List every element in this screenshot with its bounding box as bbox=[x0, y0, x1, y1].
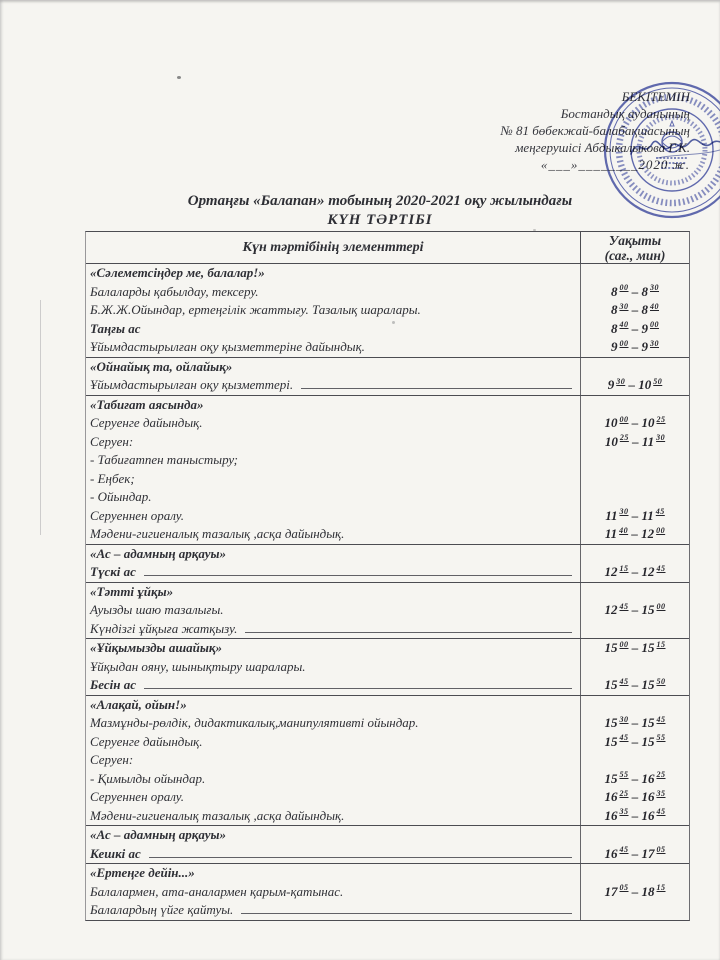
activity-label: Серуен: bbox=[90, 752, 134, 767]
time-cell: 8 $^{40}$ – 9 $^{00}$ bbox=[580, 320, 689, 339]
time-column-header-label: Уақыты bbox=[608, 233, 662, 248]
schedule-row bbox=[86, 301, 689, 320]
schedule-row bbox=[86, 696, 689, 715]
time-cell: 15 $^{30}$ – 15 $^{45}$ bbox=[580, 714, 689, 733]
activity-label: Серуенге дайындық. bbox=[90, 415, 203, 430]
activity-label: Таңғы ас bbox=[90, 320, 141, 336]
time-cell bbox=[580, 583, 689, 602]
activity-label: Ұйымдастырылған оқу қызметтері. bbox=[86, 376, 580, 395]
schedule-section bbox=[86, 826, 689, 864]
approval-block bbox=[500, 88, 690, 173]
activity-label: Ұйымдастырылған оқу қызметтеріне дайындық. bbox=[90, 339, 365, 354]
activity-label: «Алақай, ойын!» bbox=[90, 696, 187, 712]
schedule-row bbox=[86, 676, 689, 695]
schedule-row bbox=[86, 264, 689, 283]
underline-fill bbox=[144, 688, 572, 689]
activity-label: Түскі ас bbox=[86, 563, 580, 582]
time-column-header bbox=[580, 232, 689, 263]
underline-fill bbox=[144, 575, 572, 576]
schedule-row bbox=[86, 620, 689, 639]
activity-label: - Еңбек; bbox=[90, 470, 135, 486]
time-cell bbox=[580, 658, 689, 677]
activity-label: Серуеннен оралу. bbox=[90, 507, 184, 523]
schedule-row bbox=[86, 488, 689, 507]
schedule-row bbox=[86, 733, 689, 752]
activity-label: «Ас – адамның арқауы» bbox=[90, 827, 227, 842]
approve-label: БЕКІТЕМІН bbox=[621, 89, 690, 104]
schedule-row bbox=[86, 451, 689, 470]
time-cell: 15 $^{00}$ – 15 $^{15}$ bbox=[580, 639, 689, 658]
activity-label: Б.Ж.Ж.Ойындар, ертеңгілік жаттығу. Тазалық шаралары. bbox=[90, 302, 421, 317]
org-line-1: Бостандық ауданының bbox=[560, 106, 690, 121]
schedule-row bbox=[86, 433, 689, 452]
schedule-row bbox=[86, 845, 689, 864]
time-column-subheader: (сағ., мин) bbox=[604, 248, 666, 263]
document-subtitle: КҮН ТӘРТІБІ bbox=[327, 212, 433, 228]
underline-fill bbox=[245, 632, 572, 633]
activity-label: Кешкі ас bbox=[86, 845, 580, 864]
time-cell: 16 $^{35}$ – 16 $^{45}$ bbox=[580, 807, 689, 826]
time-cell: 15 $^{45}$ – 15 $^{55}$ bbox=[580, 733, 689, 752]
activity-label: «Ойнайық та, ойлайық» bbox=[90, 358, 233, 374]
schedule-row bbox=[86, 658, 689, 677]
time-cell: 11 $^{40}$ – 12 $^{00}$ bbox=[580, 525, 689, 544]
activity-label: Күндізгі ұйқыға жатқызу. bbox=[86, 620, 580, 639]
time-cell: 15 $^{45}$ – 15 $^{50}$ bbox=[580, 676, 689, 695]
time-cell: 8 $^{00}$ – 8 $^{30}$ bbox=[580, 283, 689, 302]
scan-crease bbox=[40, 300, 41, 535]
schedule-row bbox=[86, 788, 689, 807]
time-cell: 8 $^{30}$ – 8 $^{40}$ bbox=[580, 301, 689, 320]
schedule-row bbox=[86, 545, 689, 564]
activity-label: Мәдени-гигиеналық тазалық ,асқа дайындық. bbox=[90, 526, 345, 541]
time-cell bbox=[580, 470, 689, 489]
underline-fill bbox=[301, 388, 572, 389]
schedule-row bbox=[86, 414, 689, 433]
schedule-table bbox=[85, 231, 690, 921]
activity-label: Серуенге дайындық. bbox=[90, 733, 203, 749]
schedule-row bbox=[86, 358, 689, 377]
time-cell: 9 $^{00}$ – 9 $^{30}$ bbox=[580, 338, 689, 357]
schedule-row bbox=[86, 901, 689, 920]
time-cell: 16 $^{45}$ – 17 $^{05}$ bbox=[580, 845, 689, 864]
time-cell bbox=[580, 901, 689, 920]
activity-label: «Табиғат аясында» bbox=[90, 396, 204, 412]
schedule-row bbox=[86, 283, 689, 302]
activity-label: - Қимылды ойындар. bbox=[90, 770, 206, 786]
activity-label: Мәдени-гигиеналық тазалық ,асқа дайындық. bbox=[90, 807, 345, 823]
schedule-row bbox=[86, 826, 689, 845]
activity-label: «Ас – адамның арқауы» bbox=[90, 545, 227, 561]
activity-label: «Ертеңге дейін...» bbox=[90, 865, 195, 880]
time-cell bbox=[580, 396, 689, 415]
schedule-row bbox=[86, 525, 689, 544]
schedule-section bbox=[86, 639, 689, 696]
schedule-sections bbox=[86, 264, 689, 920]
time-cell: 10 $^{00}$ – 10 $^{25}$ bbox=[580, 414, 689, 433]
time-cell bbox=[580, 696, 689, 715]
underline-fill bbox=[149, 857, 572, 858]
schedule-row bbox=[86, 338, 689, 357]
activity-label: Серуен: bbox=[90, 433, 134, 449]
time-cell: 11 $^{30}$ – 11 $^{45}$ bbox=[580, 507, 689, 526]
elements-column-header: Күн тәртібінің элементтері bbox=[242, 239, 424, 255]
time-cell bbox=[580, 751, 689, 770]
schedule-row bbox=[86, 751, 689, 770]
activity-label: Балалармен, ата-аналармен қарым-қатынас. bbox=[90, 883, 344, 899]
activity-label: Серуеннен оралу. bbox=[90, 789, 184, 804]
schedule-row bbox=[86, 639, 689, 658]
schedule-row bbox=[86, 320, 689, 339]
time-cell bbox=[580, 451, 689, 470]
activity-label: «Сәлеметсіңдер ме, балалар!» bbox=[90, 265, 265, 280]
time-cell bbox=[580, 545, 689, 564]
time-cell: 12 $^{45}$ – 15 $^{00}$ bbox=[580, 601, 689, 620]
schedule-row bbox=[86, 601, 689, 620]
time-cell bbox=[580, 620, 689, 639]
time-cell bbox=[580, 864, 689, 883]
activity-label: Балалардың үйге қайтуы. bbox=[86, 901, 580, 920]
time-cell bbox=[580, 488, 689, 507]
schedule-row bbox=[86, 507, 689, 526]
activity-label: - Ойындар. bbox=[90, 489, 152, 504]
time-cell: 15 $^{55}$ – 16 $^{25}$ bbox=[580, 770, 689, 789]
schedule-section bbox=[86, 864, 689, 920]
schedule-row bbox=[86, 583, 689, 602]
time-cell: 12 $^{15}$ – 12 $^{45}$ bbox=[580, 563, 689, 582]
activity-label: Мазмұнды-рөлдік, дидактикалық,манипулятивті ойындар. bbox=[90, 715, 419, 730]
activity-label: «Тәтті ұйқы» bbox=[90, 583, 174, 599]
org-line-2: № 81 бөбекжай-балабақшасының bbox=[500, 123, 690, 138]
schedule-row bbox=[86, 864, 689, 883]
underline-fill bbox=[241, 913, 572, 914]
time-cell: 16 $^{25}$ – 16 $^{35}$ bbox=[580, 788, 689, 807]
schedule-row bbox=[86, 470, 689, 489]
activity-label: Бесін ас bbox=[86, 676, 580, 695]
time-cell: 10 $^{25}$ – 11 $^{30}$ bbox=[580, 433, 689, 452]
schedule-row bbox=[86, 883, 689, 902]
schedule-section bbox=[86, 583, 689, 640]
time-cell bbox=[580, 358, 689, 377]
scan-speck bbox=[177, 76, 181, 79]
schedule-row bbox=[86, 770, 689, 789]
schedule-row bbox=[86, 714, 689, 733]
time-cell bbox=[580, 264, 689, 283]
activity-label: Балаларды қабылдау, тексеру. bbox=[90, 283, 259, 299]
document-title-block bbox=[60, 193, 700, 229]
activity-label: Ұйқыдан ояну, шынықтыру шаралары. bbox=[90, 658, 306, 674]
schedule-section bbox=[86, 545, 689, 583]
schedule-row bbox=[86, 376, 689, 395]
time-cell bbox=[580, 826, 689, 845]
schedule-section bbox=[86, 358, 689, 396]
activity-label: «Ұйқымызды ашайық» bbox=[90, 640, 222, 655]
time-cell: 17 $^{05}$ – 18 $^{15}$ bbox=[580, 883, 689, 902]
schedule-row bbox=[86, 807, 689, 826]
schedule-row bbox=[86, 396, 689, 415]
schedule-section bbox=[86, 396, 689, 545]
schedule-section bbox=[86, 264, 689, 358]
activity-label: - Табиғатпен таныстыру; bbox=[90, 452, 239, 467]
activity-label: Ауызды шаю тазалығы. bbox=[90, 602, 224, 617]
schedule-row bbox=[86, 563, 689, 582]
schedule-section bbox=[86, 696, 689, 827]
head-line: меңгерушісі Абдыкалыкова Г.К. bbox=[515, 140, 690, 155]
date-line: «___»________2020 ж. bbox=[540, 157, 690, 172]
table-header-row bbox=[86, 232, 689, 264]
document-title: Ортаңғы «Балапан» тобының 2020-2021 оқу жылындағы bbox=[187, 193, 573, 209]
time-cell: 9 $^{30}$ – 10 $^{50}$ bbox=[580, 376, 689, 395]
